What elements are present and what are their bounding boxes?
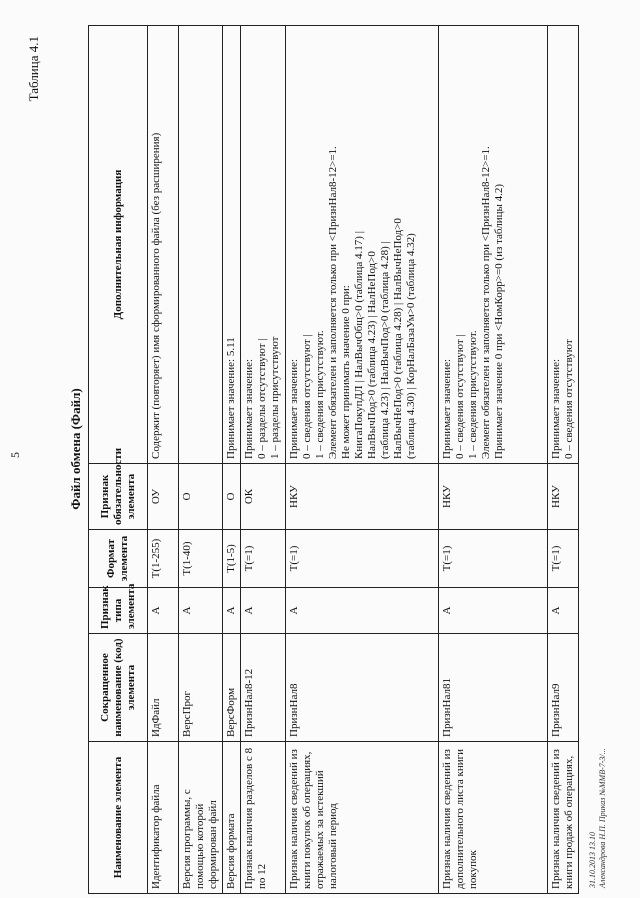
cell-required: НКУ	[286, 464, 439, 530]
col-header-info: Дополнительная информация	[89, 26, 148, 464]
cell-info	[179, 26, 223, 464]
cell-code: ИдФайл	[148, 634, 179, 742]
table-header-row	[89, 26, 148, 894]
cell-type: А	[439, 588, 548, 634]
table-row	[548, 26, 579, 894]
cell-name: Версия формата	[223, 742, 241, 894]
table-row	[241, 26, 286, 894]
cell-name: Идентификатор файла	[148, 742, 179, 894]
info-line: Принимает значение:	[441, 358, 453, 459]
cell-format: T(=1)	[548, 530, 579, 588]
info-line: Принимает значение:	[288, 358, 300, 459]
info-line: Принимает значение: 5.11	[225, 337, 237, 459]
cell-type: А	[223, 588, 241, 634]
col-header-name: Наименование элемента	[89, 742, 148, 894]
cell-type: А	[548, 588, 579, 634]
info-line: Принимает значение:	[243, 358, 255, 459]
info-line: 1 – сведения присутствуют.	[467, 330, 479, 459]
cell-name: Признак наличия разделов с 8 по 12	[241, 742, 286, 894]
cell-required: О	[223, 464, 241, 530]
cell-info	[148, 26, 179, 464]
info-line: 0 – разделы отсутствуют |	[256, 338, 268, 459]
cell-type: А	[241, 588, 286, 634]
cell-type: А	[286, 588, 439, 634]
info-line: Не может принимать значение 0 при:	[340, 285, 352, 459]
cell-required: ОУ	[148, 464, 179, 530]
cell-format: T(1-40)	[179, 530, 223, 588]
stamp-line: 31.10.2013 13.10	[588, 832, 597, 888]
cell-code: ПризнНал9	[548, 634, 579, 742]
cell-info	[223, 26, 241, 464]
table-row	[223, 26, 241, 894]
info-line: НалВычПод>0 (таблица 4.23) | НалНеПод>0	[366, 251, 378, 459]
cell-required: ОК	[241, 464, 286, 530]
info-line: 0 – сведения отсутствуют |	[301, 334, 313, 459]
cell-required: НКУ	[439, 464, 548, 530]
cell-code: ВерсПрог	[179, 634, 223, 742]
col-header-code: Сокращенное наименование (код) элемента	[89, 634, 148, 742]
info-line: Элемент обязателен и заполняется только при <ПризнНал8-12>=1.	[327, 146, 339, 459]
cell-code: ПризнНал81	[439, 634, 548, 742]
cell-name: Признак наличия сведений из книги покупок об операциях, отражаемых за истекший налоговый период	[286, 742, 439, 894]
table-title: Файл обмена (Файл)	[68, 388, 83, 510]
table-row	[148, 26, 179, 894]
info-line: КнигаПокупДЛ | НалВычОбщ>0 (таблица 4.17) |	[353, 231, 365, 459]
page-number: 5	[8, 452, 22, 458]
info-line: (таблица 4.23) | НалВычПод>0 (таблица 4.28) |	[379, 241, 391, 459]
cell-format: T(=1)	[286, 530, 439, 588]
cell-format: T(=1)	[241, 530, 286, 588]
cell-type: А	[179, 588, 223, 634]
cell-required: НКУ	[548, 464, 579, 530]
cell-format: T(=1)	[439, 530, 548, 588]
info-line: Элемент обязателен и заполняется только при <ПризнНал8-12>=1.	[480, 146, 492, 459]
cell-info	[548, 26, 579, 464]
cell-code: ПризнНал8-12	[241, 634, 286, 742]
cell-code: ВерсФорм	[223, 634, 241, 742]
table-row	[439, 26, 548, 894]
cell-code: ПризнНал8	[286, 634, 439, 742]
info-line: (таблица 4.30) | КорНалБазаУм>0 (таблица 4.32)	[405, 233, 417, 459]
cell-required: О	[179, 464, 223, 530]
info-line: 0 – сведения отсутствуют	[563, 339, 575, 459]
table-label: Таблица 4.1	[26, 36, 41, 102]
cell-name: Признак наличия сведений из книги продаж об операциях,	[548, 742, 579, 894]
info-line: Принимает значение 0 при <НомКорр>=0 (из таблицы 4.2)	[493, 183, 505, 459]
cell-info	[439, 26, 548, 464]
info-line: 0 – сведения отсутствуют |	[454, 334, 466, 459]
col-header-format: Формат элемента	[89, 530, 148, 588]
info-line: 1 – разделы присутствуют	[269, 336, 281, 459]
info-line: Принимает значение:	[550, 358, 562, 459]
cell-format: T(1-255)	[148, 530, 179, 588]
info-line: 1 – сведения присутствуют.	[314, 330, 326, 459]
stamp-line: Александрова Н.П. Приказ №ММВ-7-3/...	[598, 748, 607, 888]
table-row	[286, 26, 439, 894]
col-header-type: Признак типа элемента	[89, 588, 148, 634]
cell-name: Признак наличия сведений из дополнительного листа книги покупок	[439, 742, 548, 894]
cell-format: T(1-5)	[223, 530, 241, 588]
cell-info	[241, 26, 286, 464]
cell-name: Версия программы, с помощью которой сформирован файл	[179, 742, 223, 894]
cell-type: А	[148, 588, 179, 634]
col-header-required: Признак обязательности элемента	[89, 464, 148, 530]
info-line: Содержит (повторяет) имя сформированного файла (без расширения)	[150, 132, 162, 459]
info-line: НалВычНеПод>0 (таблица 4.28) | НалВычНеПод>0	[392, 218, 404, 459]
exchange-file-table	[88, 25, 579, 894]
document-stamp	[588, 748, 608, 888]
table-row	[179, 26, 223, 894]
cell-info	[286, 26, 439, 464]
